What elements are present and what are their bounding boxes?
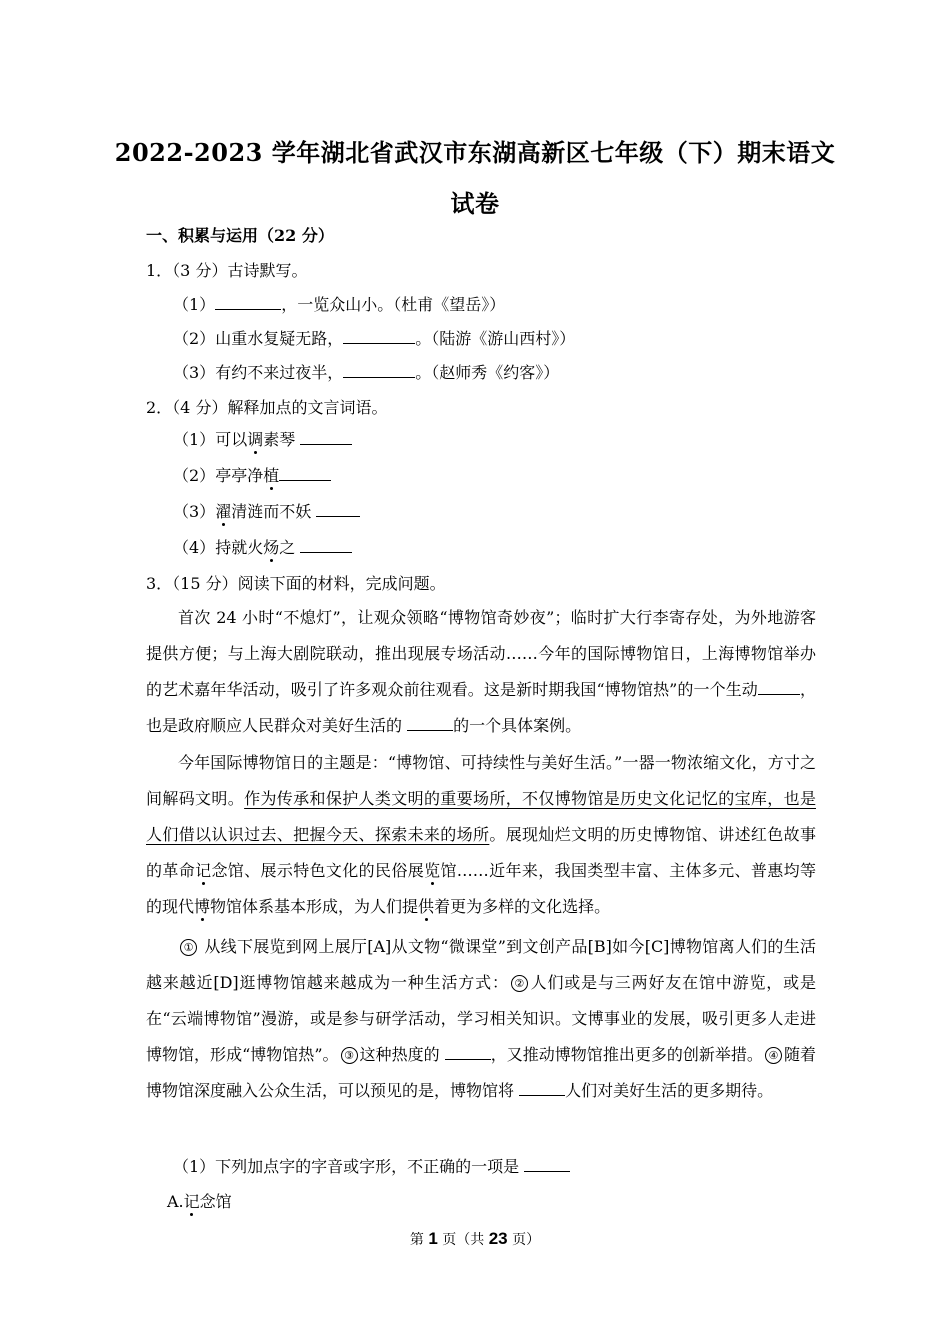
answer-blank[interactable] — [300, 430, 352, 445]
option-a[interactable]: A.记念馆 — [167, 1192, 232, 1211]
reading-paragraph-3: ① 从线下展览到网上展厅[A]从文物“微课堂”到文创产品[B]如今[C]博物馆离人们的生活越来越近[D]逛博物馆越来越成为一种生活方式： ② 人们或是与三两好友在馆中游览，或是在“云端博物馆”漫游，或是参与研学活动，学习相关知识。文博事业的发展，吸引更多人走进博物馆，形成“博物馆热”。 ③ 这种热度的 ，又推动博物馆推出更多的创新举措。 ④ 随着博物馆深度融入公众生活，可以预见的是，博物馆将 人们对美好生活的更多期待。 — [146, 937, 816, 1100]
answer-blank[interactable] — [316, 502, 360, 517]
question-3-sub-1: （1）下列加点字的字音或字形，不正确的一项是 — [173, 1157, 570, 1177]
page-total: 23 — [488, 1229, 508, 1248]
answer-blank[interactable] — [343, 329, 415, 344]
answer-blank[interactable] — [519, 1081, 565, 1096]
answer-blank[interactable] — [343, 363, 415, 378]
answer-blank[interactable] — [758, 680, 800, 695]
emphasis-dotted-char: 植 — [263, 466, 280, 485]
page-number: 1 — [428, 1229, 438, 1248]
question-1-stem: 1．（3 分）古诗默写。 — [146, 261, 308, 280]
underlined-sentence: 作为传承和保护人类文明的重要场所，不仅博物馆是历史文化记忆的宝库，也是人们借以认识过去、把握今天、探索未来的场所 — [146, 789, 816, 844]
question-1-item-1: （1） ，一览众山小。（杜甫《望岳》） — [173, 295, 506, 314]
section-heading: 一、积累与运用（22 分） — [146, 226, 334, 245]
sentence-marker-4: ④ — [765, 1047, 782, 1064]
question-1-item-2: （2）山重水复疑无路， 。（陆游《游山西村》） — [173, 329, 576, 348]
emphasis-dotted-char: 炀 — [263, 538, 280, 557]
sentence-marker-2: ② — [511, 975, 528, 992]
emphasis-dotted-char: 濯 — [215, 502, 232, 521]
question-2-item-3: （3）濯清涟而不妖 — [173, 502, 360, 522]
question-2-item-4: （4）持就火炀之 — [173, 538, 352, 558]
emphasis-dotted-char: 记 — [195, 861, 212, 880]
sentence-marker-1: ① — [180, 939, 197, 956]
question-2-item-1: （1）可以调素琴 — [173, 430, 352, 450]
document-title-line1: 2022-2023 学年湖北省武汉市东湖高新区七年级（下）期末语文 — [114, 138, 836, 167]
answer-blank[interactable] — [524, 1157, 570, 1172]
answer-blank[interactable] — [445, 1045, 491, 1060]
question-2-stem: 2．（4 分）解释加点的文言词语。 — [146, 398, 388, 417]
answer-blank[interactable] — [300, 538, 352, 553]
emphasis-dotted-char: 记 — [183, 1192, 200, 1211]
answer-blank[interactable] — [407, 716, 453, 731]
emphasis-dotted-char: 调 — [247, 430, 264, 449]
reading-paragraph-2: 今年国际博物馆日的主题是：“博物馆、可持续性与美好生活。”一器一物浓缩文化，方寸之间解码文明。作为传承和保护人类文明的重要场所，不仅博物馆是历史文化记忆的宝库，也是人们借以认识过去、把握今天、探索未来的场所。展现灿烂文明的历史博物馆、讲述红色故事的革命记念馆、展示特色文化的民俗展览馆……近年来，我国类型丰富、主体多元、普惠均等的现代博物馆体系基本形成，为人们提供着更为多样的文化选择。 — [146, 753, 816, 916]
document-title-line2: 试卷 — [450, 189, 500, 218]
reading-paragraph-1: 首次 24 小时“不熄灯”，让观众领略“博物馆奇妙夜”；临时扩大行李寄存处，为外地游客提供方便；与上海大剧院联动，推出现展专场活动……今年的国际博物馆日，上海博物馆举办的艺术嘉年华活动，吸引了许多观众前往观看。这是新时期我国“博物馆热”的一个生动 ，也是政府顺应人民群众对美好生活的 的一个具体案例。 — [146, 608, 816, 735]
page-footer: 第 1 页（共 23 页） — [409, 1229, 541, 1248]
question-1-item-3: （3）有约不来过夜半， 。（赵师秀《约客》） — [173, 363, 560, 382]
emphasis-dotted-char: 供 — [418, 897, 435, 916]
emphasis-dotted-char: 博 — [194, 897, 211, 916]
answer-blank[interactable] — [279, 466, 331, 481]
question-3-stem: 3．（15 分）阅读下面的材料，完成问题。 — [146, 574, 446, 593]
emphasis-dotted-char: 览 — [424, 861, 441, 880]
sentence-marker-3: ③ — [341, 1047, 358, 1064]
answer-blank[interactable] — [215, 295, 281, 310]
question-2-item-2: （2）亭亭净植 — [173, 466, 331, 486]
